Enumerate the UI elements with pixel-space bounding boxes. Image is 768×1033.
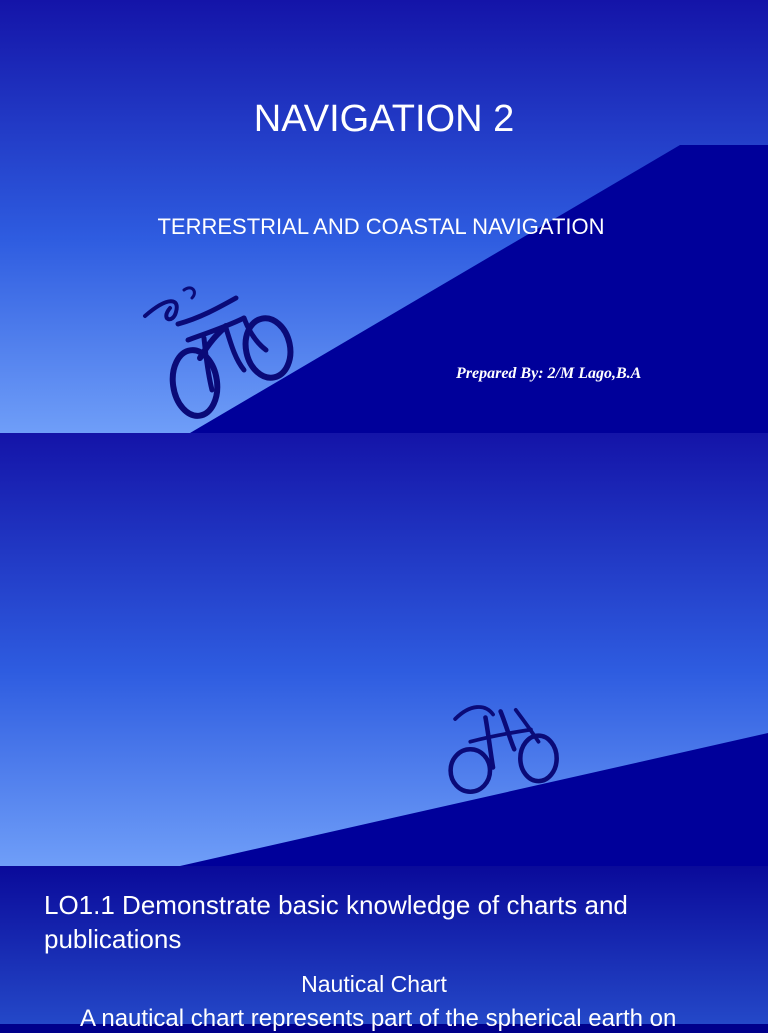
definition-slide: [0, 433, 768, 866]
learning-objective: LO1.1 Demonstrate basic knowledge of charts and publications: [44, 890, 628, 954]
title-slide: [0, 0, 768, 433]
prepared-by: Prepared By: 2/M Lago,B.A: [456, 365, 642, 382]
cyclist-icon: [440, 688, 565, 803]
chart-paragraph: A nautical chart represents part of the spherical earth on: [80, 1005, 677, 1032]
section-heading: Nautical Chart: [301, 971, 447, 997]
slide-subtitle: TERRESTRIAL AND COASTAL NAVIGATION: [157, 214, 605, 239]
cyclist-icon: [140, 278, 305, 428]
diagonal-band: [0, 433, 768, 866]
slide-title: NAVIGATION 2: [253, 98, 515, 140]
